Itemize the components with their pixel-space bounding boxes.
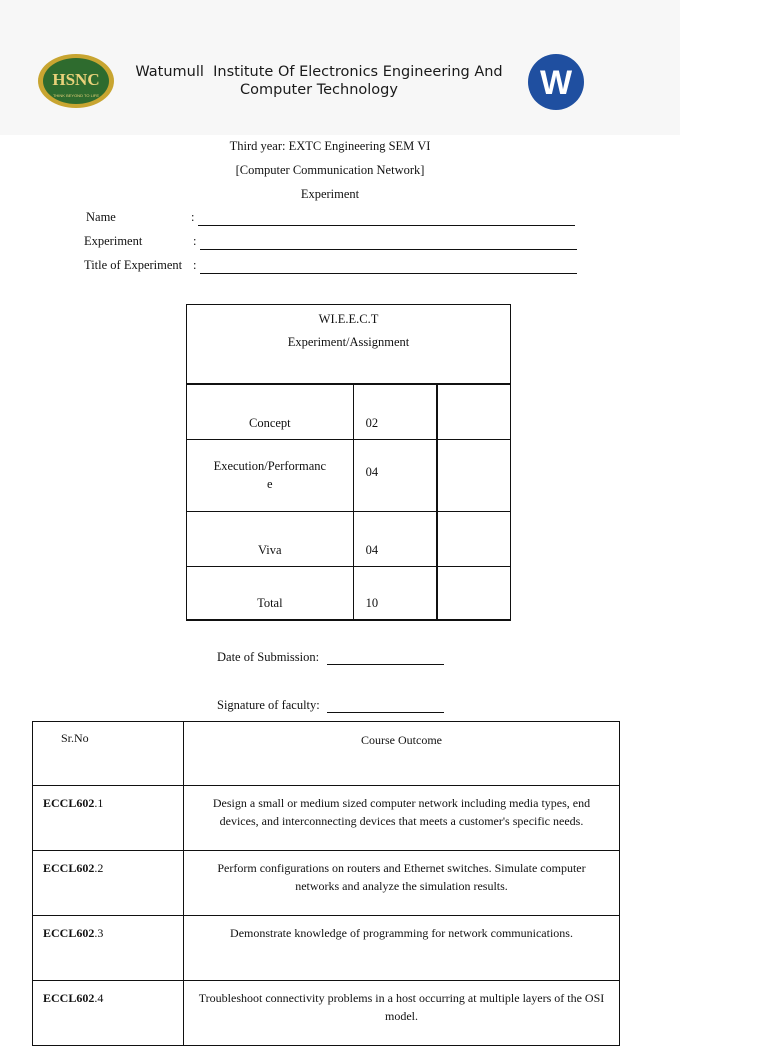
marks-row-value: 04 [353, 511, 437, 566]
outcome-code [33, 916, 184, 981]
w-logo [527, 53, 585, 111]
outcome-text: Demonstrate knowledge of programming for network communications. [184, 916, 620, 981]
table-row [33, 786, 620, 851]
marks-row [187, 439, 511, 511]
marks-row-label: Total [187, 566, 354, 620]
hsnc-logo [36, 52, 116, 110]
outcome-code [33, 786, 184, 851]
w-logo-text: W [539, 64, 573, 102]
date-of-submission-field[interactable] [327, 664, 444, 665]
marks-title-1: WI.E.E.C.T [318, 312, 379, 326]
name-label: Name [86, 210, 116, 224]
signature-label: Signature of faculty: [217, 698, 320, 712]
marks-row-value: 10 [353, 566, 437, 620]
marks-row-value: 02 [353, 384, 437, 439]
institute-name [134, 63, 504, 99]
course-outcome-header: Course Outcome [184, 722, 620, 786]
marks-row-label [187, 439, 354, 511]
marks-table [186, 304, 511, 621]
marks-row-value: 04 [353, 439, 437, 511]
year-line: Third year: EXTC Engineering SEM VI [229, 139, 431, 153]
experiment-heading: Experiment [300, 187, 360, 201]
course-outcomes-header [33, 722, 620, 786]
institute-line-2: Computer Technology [240, 82, 398, 98]
marks-row-label: Viva [187, 511, 354, 566]
outcome-code-suffix: .2 [94, 861, 104, 875]
marks-obtained-cell[interactable] [437, 384, 511, 439]
marks-row-label-a: Execution/Performanc [213, 458, 327, 473]
outcome-text: Perform configurations on routers and Ethernet switches. Simulate computer networks and analyze the simulation results. [184, 851, 620, 916]
marks-row-label: Concept [187, 384, 354, 439]
outcome-code [33, 851, 184, 916]
experiment-label: Experiment [84, 234, 143, 248]
title-of-experiment-label: Title of Experiment [84, 258, 183, 272]
marks-obtained-cell[interactable] [437, 566, 511, 620]
experiment-colon: : [193, 234, 197, 248]
table-row [33, 916, 620, 981]
marks-obtained-cell[interactable] [437, 439, 511, 511]
outcome-code [33, 981, 184, 1046]
subject-line: [Computer Communication Network] [235, 163, 425, 177]
outcome-code-suffix: .3 [94, 926, 104, 940]
outcome-text: Troubleshoot connectivity problems in a host occurring at multiple layers of the OSI model. [184, 981, 620, 1046]
institute-line-1: Watumull Institute Of Electronics Engineering And [135, 64, 503, 80]
marks-row [187, 384, 511, 439]
signature-field[interactable] [327, 712, 444, 713]
marks-table-header [187, 305, 511, 385]
title-of-experiment-field[interactable] [200, 273, 577, 274]
date-of-submission [217, 650, 319, 665]
name-colon: : [191, 210, 195, 224]
table-row [33, 981, 620, 1046]
sr-no-header: Sr.No [33, 722, 184, 786]
marks-obtained-cell[interactable] [437, 511, 511, 566]
title-colon: : [193, 258, 197, 272]
outcome-code-bold: ECCL602 [43, 926, 95, 940]
marks-row [187, 511, 511, 566]
outcome-text: Design a small or medium sized computer network including media types, end devices, and interconnecting devices that meets a customer's specific needs. [184, 786, 620, 851]
marks-row-label-b: e [267, 476, 273, 491]
table-row [33, 851, 620, 916]
date-of-submission-label: Date of Submission: [217, 650, 320, 664]
outcome-code-bold: ECCL602 [43, 861, 95, 875]
marks-row [187, 566, 511, 620]
marks-title-2: Experiment/Assignment [287, 335, 410, 349]
name-field[interactable] [198, 225, 575, 226]
course-outcomes-table [32, 721, 620, 1046]
hsnc-logo-subtext: THINK BEYOND TO LIFE [52, 93, 100, 98]
experiment-field[interactable] [200, 249, 577, 250]
signature-of-faculty [217, 698, 320, 713]
outcome-code-bold: ECCL602 [43, 991, 95, 1005]
outcome-code-suffix: .4 [94, 991, 104, 1005]
outcome-code-bold: ECCL602 [43, 796, 95, 810]
hsnc-logo-text: HSNC [52, 70, 100, 89]
outcome-code-suffix: .1 [94, 796, 104, 810]
